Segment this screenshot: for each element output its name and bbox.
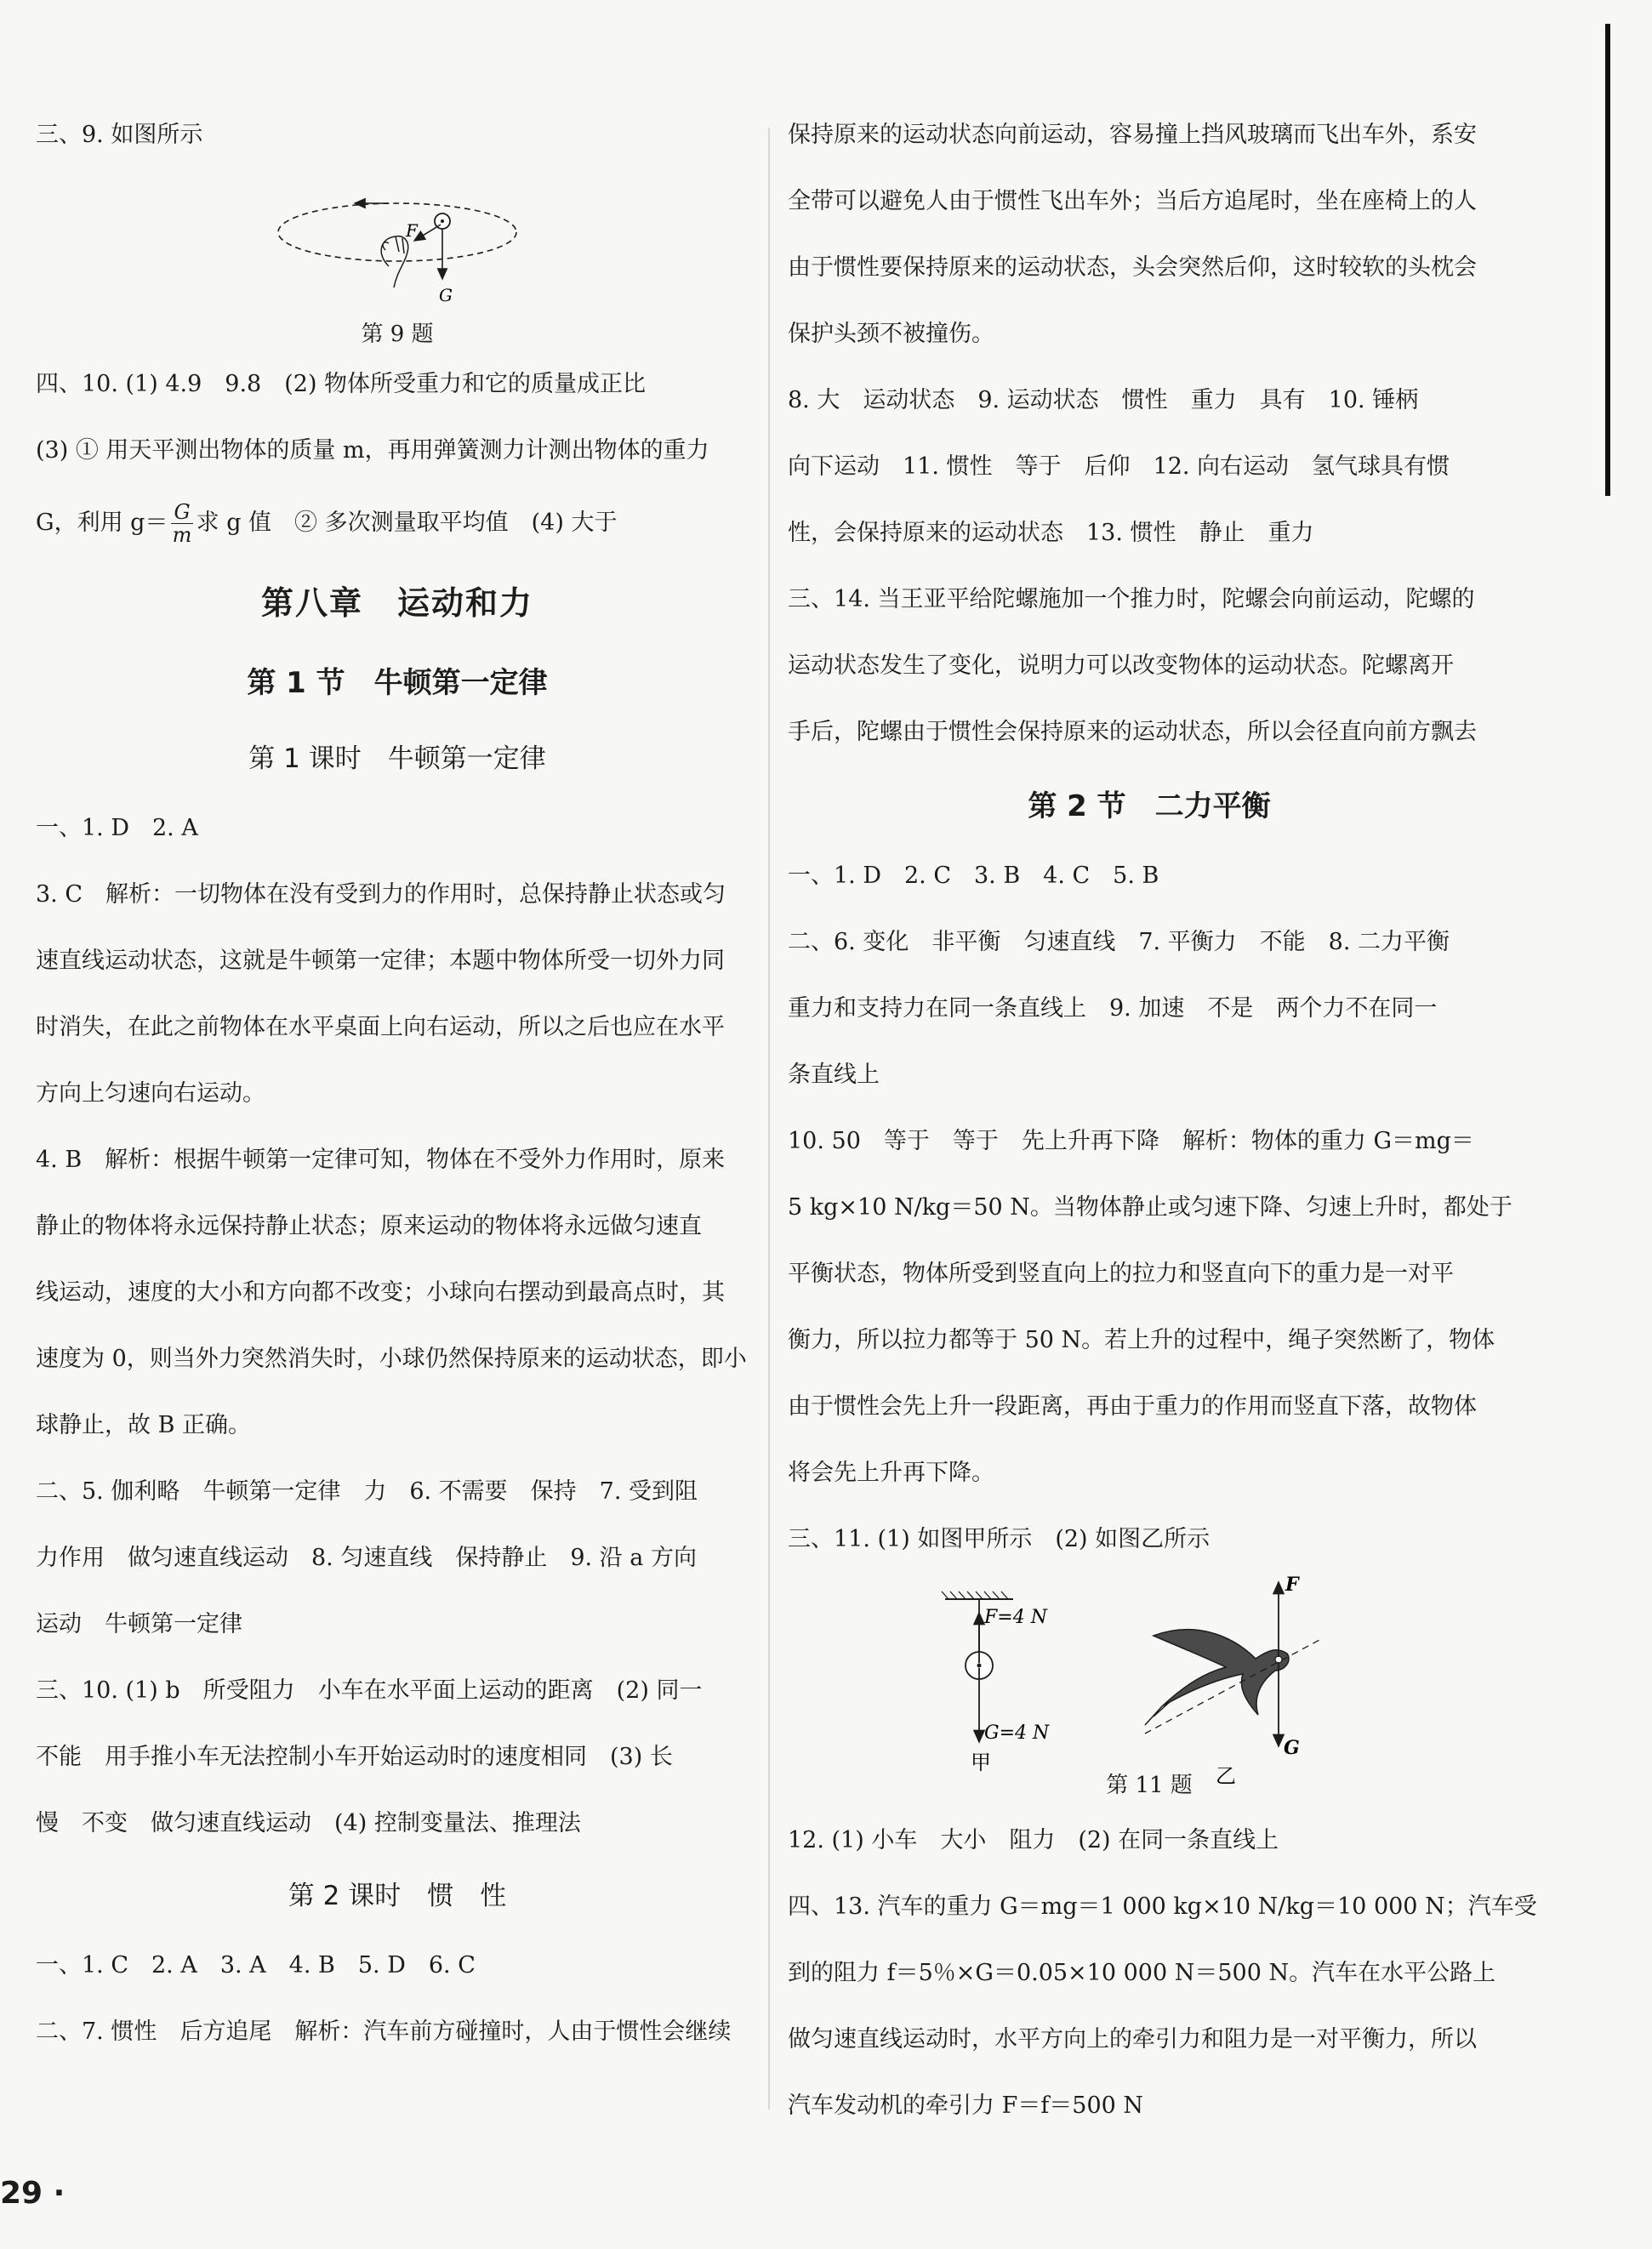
answer-line: 4. B 解析：根据牛顿第一定律可知，物体在不受外力作用时，原来 (36, 1147, 726, 1173)
answer-line: 重力和支持力在同一条直线上 9. 加速 不是 两个力不在同一 (788, 995, 1438, 1022)
answer-line: 平衡状态，物体所受到竖直向上的拉力和竖直向下的重力是一对平 (788, 1261, 1454, 1287)
formula-suffix: 求 g 值 ② 多次测量取平均值 (4) 大于 (196, 510, 618, 536)
figure-11 (937, 1572, 1362, 1793)
answer-line: 向下运动 11. 惯性 等于 后仰 12. 向右运动 氢气球具有惯 (788, 453, 1450, 480)
answer-line: 二、7. 惯性 后方追尾 解析：汽车前方碰撞时，人由于惯性会继续 (36, 2018, 732, 2045)
answer-line: 保护头颈不被撞伤。 (788, 321, 994, 347)
answer-line: 保持原来的运动状态向前运动，容易撞上挡风玻璃而飞出车外，系安 (788, 122, 1477, 148)
figure-9-drawing (270, 185, 525, 313)
answer-line: 时消失，在此之前物体在水平桌面上向右运动，所以之后也应在水平 (36, 1014, 725, 1040)
answer-line: 一、1. C 2. A 3. A 4. B 5. D 6. C (36, 1952, 476, 1979)
jia-f-label: F=4 N (984, 1607, 1047, 1628)
answer-line: 二、6. 变化 非平衡 匀速直线 7. 平衡力 不能 8. 二力平衡 (788, 929, 1450, 955)
figure-9 (270, 185, 525, 313)
label-g: G (439, 285, 453, 305)
answer-line: 5 kg×10 N/kg＝50 N。当物体静止或匀速下降、匀速上升时，都处于 (788, 1194, 1512, 1221)
fraction-g-over-m (171, 501, 192, 546)
answer-line: 性，会保持原来的运动状态 13. 惯性 静止 重力 (788, 520, 1314, 546)
answer-line: 到的阻力 f＝5％×G＝0.05×10 000 N＝500 N。汽车在水平公路上 (788, 1960, 1496, 1986)
answer-line: 10. 50 等于 等于 先上升再下降 解析：物体的重力 G＝mg＝ (788, 1128, 1474, 1154)
orbit-path (278, 203, 516, 261)
answer-line: 做匀速直线运动时，水平方向上的牵引力和阻力是一对平衡力，所以 (788, 2026, 1477, 2053)
answer-line: 静止的物体将永远保持静止状态；原来运动的物体将永远做匀速直 (36, 1213, 702, 1239)
answer-line: 运动 牛顿第一定律 (36, 1611, 242, 1637)
answer-line: 8. 大 运动状态 9. 运动状态 惯性 重力 具有 10. 锤柄 (788, 387, 1419, 413)
fraction-numerator: G (171, 501, 192, 524)
answer-line: 不能 用手推小车无法控制小车开始运动时的速度相同 (3) 长 (36, 1744, 673, 1770)
jia-g-label: G=4 N (984, 1722, 1050, 1744)
answer-line: 球静止，故 B 正确。 (36, 1412, 252, 1438)
answer-line: 汽车发动机的牵引力 F＝f＝500 N (788, 2092, 1144, 2119)
lesson-title: 第 2 课时 惯 性 (288, 1881, 507, 1911)
answer-line: 力作用 做匀速直线运动 8. 匀速直线 保持静止 9. 沿 a 方向 (36, 1545, 697, 1571)
lesson-title: 第 1 课时 牛顿第一定律 (248, 743, 546, 774)
answer-line: 由于惯性要保持原来的运动状态，头会突然后仰，这时较软的头枕会 (788, 254, 1477, 281)
answer-line: 条直线上 (788, 1062, 880, 1088)
label-f: F (406, 220, 418, 241)
answer-line: (3) ① 用天平测出物体的质量 m，再用弹簧测力计测出物体的重力 (36, 437, 709, 464)
answer-line: 一、1. D 2. A (36, 815, 198, 841)
q9-answer: 三、9. 如图所示 (36, 122, 203, 148)
center-of-mass (1275, 1656, 1282, 1663)
diagram-yi (1145, 1574, 1319, 1788)
right-column (788, 119, 1537, 2156)
answer-line: 三、10. (1) b 所受阻力 小车在水平面上运动的距离 (2) 同一 (36, 1677, 703, 1704)
answer-line: 四、13. 汽车的重力 G＝mg＝1 000 kg×10 N/kg＝10 000 N；汽车受 (788, 1893, 1537, 1920)
scan-edge-bar (1605, 24, 1610, 496)
answer-line: 全带可以避免人由于惯性飞出车外；当后方追尾时，坐在座椅上的人 (788, 188, 1477, 214)
figure-9-caption: 第 9 题 (361, 322, 434, 347)
answer-line: 3. C 解析：一切物体在没有受到力的作用时，总保持静止状态或匀 (36, 881, 726, 908)
yi-g-label: G (1284, 1737, 1300, 1759)
hand (381, 236, 408, 288)
answer-line-formula (36, 501, 759, 546)
answer-line: 二、5. 伽利略 牛顿第一定律 力 6. 不需要 保持 7. 受到阻 (36, 1478, 698, 1505)
jia-label: 甲 (971, 1751, 991, 1774)
yi-f-label: F (1285, 1574, 1299, 1596)
formula-prefix: G，利用 g＝ (36, 510, 168, 536)
answer-line: 方向上匀速向右运动。 (36, 1080, 265, 1107)
answer-line: 四、10. (1) 4.9 9.8 (2) 物体所受重力和它的质量成正比 (36, 371, 647, 397)
answer-line: 一、1. D 2. C 3. B 4. C 5. B (788, 863, 1159, 889)
fraction-denominator: m (172, 523, 192, 547)
yi-label: 乙 (1216, 1764, 1236, 1788)
force-f-arrow (414, 225, 441, 241)
swallow-bird (1154, 1630, 1289, 1715)
answer-line: 慢 不变 做匀速直线运动 (4) 控制变量法、推理法 (36, 1810, 581, 1836)
answer-line: 衡力，所以拉力都等于 50 N。若上升的过程中，绳子突然断了，物体 (788, 1327, 1495, 1353)
answer-line: 三、14. 当王亚平给陀螺施加一个推力时，陀螺会向前运动，陀螺的 (788, 586, 1475, 612)
section-title: 第 1 节 牛顿第一定律 (247, 666, 548, 700)
answer-line: 由于惯性会先上升一段距离，再由于重力的作用而竖直下落，故物体 (788, 1393, 1477, 1420)
chapter-title: 第八章 运动和力 (260, 584, 533, 622)
section-title: 第 2 节 二力平衡 (1028, 789, 1271, 823)
column-divider (768, 128, 770, 2110)
answer-line: 三、11. (1) 如图甲所示 (2) 如图乙所示 (788, 1526, 1211, 1552)
page-number: 29 · (0, 2176, 66, 2211)
answer-line: 12. (1) 小车 大小 阻力 (2) 在同一条直线上 (788, 1827, 1279, 1853)
figure-11-drawing (937, 1572, 1362, 1793)
answer-line: 速度为 0，则当外力突然消失时，小球仍然保持原来的运动状态，即小 (36, 1346, 747, 1372)
diagram-jia (942, 1591, 1050, 1774)
answer-line: 将会先上升再下降。 (788, 1460, 994, 1486)
answer-line: 线运动，速度的大小和方向都不改变；小球向右摆动到最高点时，其 (36, 1279, 725, 1306)
answer-line: 运动状态发生了变化，说明力可以改变物体的运动状态。陀螺离开 (788, 652, 1454, 679)
answer-line: 手后，陀螺由于惯性会保持原来的运动状态，所以会径直向前方飘去 (788, 719, 1477, 745)
left-column (36, 119, 759, 2082)
answer-line: 速直线运动状态，这就是牛顿第一定律；本题中物体所受一切外力同 (36, 948, 725, 974)
figure-11-caption: 第 11 题 (1106, 1773, 1193, 1798)
